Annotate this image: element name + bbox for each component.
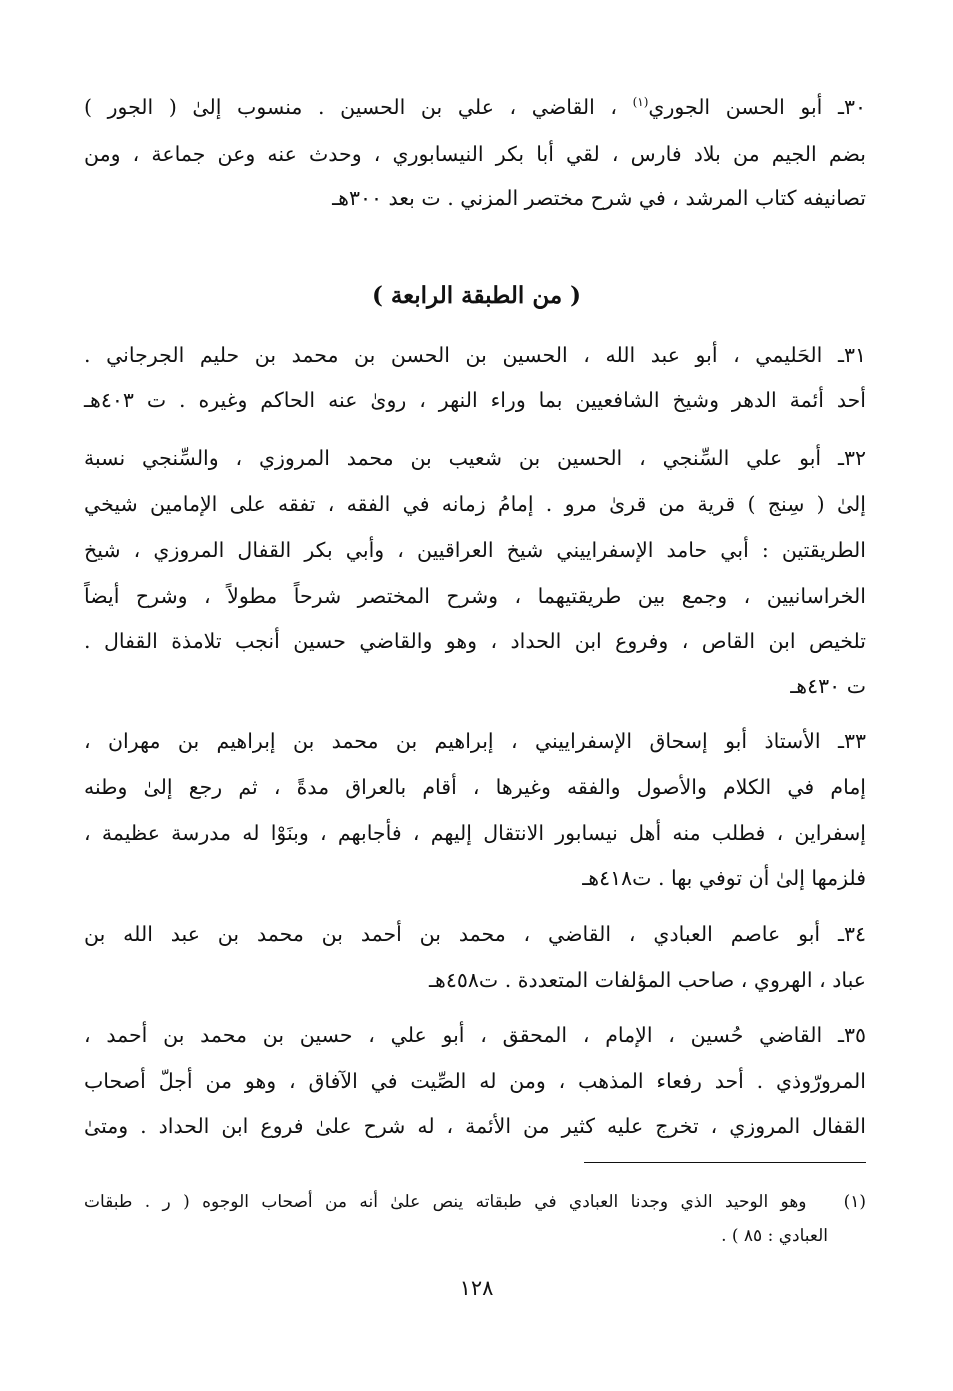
footnote-text-1: وهو الوحيد الذي وجدنا العبادي في طبقاته ينص علىٰ أنه من أصحاب الوجوه ( ر . طبقات — [84, 1192, 807, 1212]
entry-30-line-2: بضم الجيم من بلاد فارس ، لقي أبا بكر النيسابوري ، وحدث عنه وعن جماعة ، ومن — [84, 142, 866, 166]
footnote-line-1 — [84, 1188, 866, 1216]
entry-35-line-1: ٣٥ـ القاضي حُسين ، الإمام ، المحقق ، أبو علي ، حسين بن محمد بن أحمد ، — [84, 1023, 866, 1047]
footnote-ref: (١) — [632, 95, 649, 109]
entry-30-line-1 — [84, 88, 866, 121]
entry-31-line-1: ٣١ـ الحَليمي ، أبو عبد الله ، الحسين بن الحسن بن محمد بن حليم الجرجاني . — [84, 343, 866, 367]
section-heading: ( من الطبقة الرابعة ) — [371, 282, 582, 309]
entry-35-line-3: القفال المروزي ، تخرج عليه كثير من الأئمة ، له شرح علىٰ فروع ابن الحداد . ومتىٰ — [84, 1114, 866, 1138]
entry-31-line-2: أحد أئمة الدهر وشيخ الشافعيين بما وراء النهر ، روىٰ عنه الحاكم وغيره . ت ٤٠٣هـ — [84, 388, 866, 412]
entry-32-line-4: الخراسانيين ، وجمع بين طريقتيهما ، وشرح المختصر شرحاً مطولاً ، وشرح أيضاً — [84, 584, 866, 608]
entry-33-line-1: ٣٣ـ الأستاذ أبو إسحاق الإسفراييني ، إبراهيم بن محمد بن إبراهيم بن مهران ، — [84, 729, 866, 753]
footnote-separator — [584, 1162, 866, 1163]
entry-34-line-2: عباد ، الهروي ، صاحب المؤلفات المتعددة . ت٤٥٨هـ — [429, 968, 866, 992]
entry-33-line-3: إسفراين ، فطلب منه أهل نيسابور الانتقال إليهم ، فأجابهم ، وبنَوْا له مدرسة عظيمة ، — [84, 821, 866, 845]
entry-32-line-6: ت ٤٣٠هـ — [790, 674, 866, 698]
entry-32-line-2: إلىٰ ( سِنج ) قرية من قرىٰ مرو . إمامُ زمانه في الفقه ، تفقه على الإمامين شيخي — [84, 492, 866, 516]
entry-33-line-2: إمام في الكلام والأصول والفقه وغيرها ، أقام بالعراق مدةً ، ثم رجع إلىٰ وطنه — [84, 775, 866, 799]
entry-32-line-1: ٣٢ـ أبو علي السِّنجي ، الحسين بن شعيب بن محمد المروزي ، والسِّنجي نسبة — [84, 446, 866, 470]
entry-32-line-5: تلخيص ابن القاص ، وفروع ابن الحداد ، وهو والقاضي حسين أنجب تلامذة القفال . — [84, 629, 866, 653]
entry-30-title: ٣٠ـ أبو الحسن الجوري — [648, 94, 866, 119]
entry-35-line-2: المرورّوذي . أحد رفعاء المذهب ، ومن له الصِّيت في الآفاق ، وهو من أجلّ أصحاب — [84, 1069, 866, 1093]
page-number: ١٢٨ — [459, 1276, 494, 1300]
entry-32-line-3: الطريقتين : أبي حامد الإسفراييني شيخ العراقيين ، وأبي بكر القفال المروزي ، شيخ — [84, 538, 866, 562]
entry-34-line-1: ٣٤ـ أبو عاصم العبادي ، القاضي ، محمد بن أحمد بن محمد بن عبد الله بن — [84, 922, 866, 946]
entry-30-line-3: تصانيفه كتاب المرشد ، في شرح مختصر المزني . ت بعد ٣٠٠هـ — [332, 186, 866, 210]
entry-33-line-4: فلزمها إلىٰ أن توفي بها . ت٤١٨هـ — [582, 866, 866, 890]
footnote-line-2: العبادي : ٨٥ ) . — [721, 1226, 828, 1246]
footnote-marker: (١) — [843, 1192, 866, 1212]
entry-30-title-rest: ، القاضي ، علي بن الحسين . منسوب إلىٰ ( الجور ) — [84, 94, 633, 119]
